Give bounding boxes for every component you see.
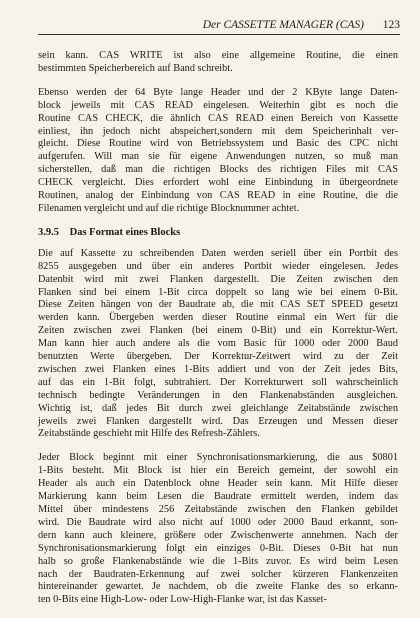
section-title: Das Format eines Blocks	[69, 226, 181, 238]
text-line: Man kann hier auch andere als die vom Basic für 1000 oder 2000 Baud	[38, 338, 398, 350]
text-line: Ebenso werden der 64 Byte lange Header und der 2 KByte lange Daten-	[38, 86, 398, 98]
text-line: zwischen zwei Flanken eines 1-Bits addiert und von der Zeit jedes Bits,	[38, 363, 398, 375]
text-line: ten 0-Bits eine High-Low- oder Low-High-Flanke war, ist das Kasset-	[38, 594, 327, 606]
text-line: Wichtig ist, daß jedes Bit durch zwei gleichlange Zeitabstände zwischen	[38, 402, 398, 414]
text-line: dern kann auch kleinere, größere oder Zwischenwerte annehmen. Nach der	[38, 529, 398, 541]
text-line: jeweils zwei Flanken dargestellt wird. Das Erzeugen und Messen dieser	[38, 415, 398, 427]
text-line: block jeweils mit CAS READ eingelesen. Weiterhin gibt es noch die	[38, 99, 398, 111]
paragraph	[38, 452, 398, 607]
text-line: Markierung kann beim Lesen die Baudrate ermittelt werden, indem das	[38, 491, 398, 503]
text-line: 1-Bits besteht. Mit Block ist hier ein Bereich gemeint, der sowohl ein	[38, 465, 398, 477]
text-line: auf das ein 1-Bit folgt, subtrahiert. Der Korrekturwert soll wahrscheinlich	[38, 376, 398, 388]
text-line: CHECK vergleicht. Dies erfordert wohl eine Einbindung in übergeordnete	[38, 177, 398, 189]
text-line: Filenamen vergleicht und auf die richtige Blocknummer achtet.	[38, 202, 300, 214]
text-line: benutzten Werte übergeben. Der Korrektur-Zeitwert wird zu der Zeit	[38, 351, 398, 363]
text-line: werden kann. Übergeben werden dieser Routine einmal ein Wert für die	[38, 312, 398, 324]
text-line: gleicht. Diese Routine wird von Betriebssystem und Basic des CPC nicht	[38, 138, 398, 150]
section-heading	[38, 227, 398, 240]
paragraph	[38, 248, 398, 442]
text-line: Flanken sind bei einem 1-Bit circa doppelt so lang wie bei einem 0-Bit.	[38, 286, 398, 298]
text-line: Routinen, analog der Einbindung von CAS READ in eine Routine, die die	[38, 190, 398, 202]
chapter-title: Der CASSETTE MANAGER (CAS)	[202, 19, 364, 31]
text-line: Datenbit wird mit zwei Flanken dargestellt. Die Zeiten zwischen den	[38, 273, 398, 285]
text-line: Header als auch ein Datenblock ohne Header sein kann. Mit Hilfe dieser	[38, 478, 398, 490]
text-line: einliest, ihn jedoch nicht abspeichert,sondern mit dem Speicherinhalt ver-	[38, 125, 398, 137]
text-line: aufgerufen. Will man sie für eigene Anwendungen nutzen, so muß man	[38, 151, 398, 163]
text-line: nach der Baudraten-Erkennung auf zwei solcher kürzeren Flankenzeiten	[38, 568, 398, 580]
paragraph	[38, 50, 398, 76]
running-header	[38, 18, 400, 35]
text-line: Diese Zeiten hängen von der Baudrate ab, die mit CAS SET SPEED gesetzt	[38, 299, 398, 311]
text-line: Jeder Block beginnt mit einer Synchronisationsmarkierung, die aus $0801	[38, 452, 398, 464]
paragraph-group-top	[38, 50, 398, 216]
page-number: 123	[382, 19, 400, 31]
text-line: sicherstellen, daß man die richtigen Blocks des richtigen Files mit CAS	[38, 164, 398, 176]
text-line: Synchronisationsmarkierung folgt ein einziges 0-Bit. Dieses 0-Bit hat nun	[38, 542, 398, 554]
text-line: Zeiten zwischen zwei Flanken (bei einem 0-Bit) und ein Korrektur-Wert.	[38, 325, 398, 337]
text-line: Die auf Kassette zu schreibenden Daten werden seriell über ein Portbit des	[38, 247, 398, 259]
text-line: halb so große Flankenabstände wie die 1-Bits zuvor. Es wird beim Lesen	[38, 555, 398, 567]
text-line: sein kann. CAS WRITE ist also eine allgemeine Routine, die einen	[38, 50, 398, 61]
text-line: Mittel über mindestens 256 Zeitabstände zwischen den Flanken gebildet	[38, 504, 398, 515]
paragraph	[38, 87, 398, 216]
text-line: technisch bedingte Veränderungen in den Flankenabständen ausgleichen.	[38, 389, 398, 401]
text-line: wird. Die Baudrate wird also nicht auf 1000 oder 2000 Baud erkannt, son-	[38, 516, 398, 528]
text-line: Routine CAS CHECK, die ähnlich CAS READ einen Bereich von Kassette	[38, 112, 398, 124]
section-number: 3.9.5	[38, 226, 59, 238]
page-body	[38, 50, 398, 618]
paragraph-group-bottom	[38, 248, 398, 607]
text-line: hintereinander gewartet. Je nachdem, ob die zweite Flanke des so erkann-	[38, 581, 398, 593]
text-line: 8255 ausgegeben und über ein anderes Portbit wieder eingelesen. Jedes	[38, 260, 398, 272]
text-line: Zeitabstände geschieht mit Hilfe des Refresh-Zählers.	[38, 428, 260, 440]
text-line: bestimmten Speicherbereich auf Band schreibt.	[38, 62, 233, 74]
